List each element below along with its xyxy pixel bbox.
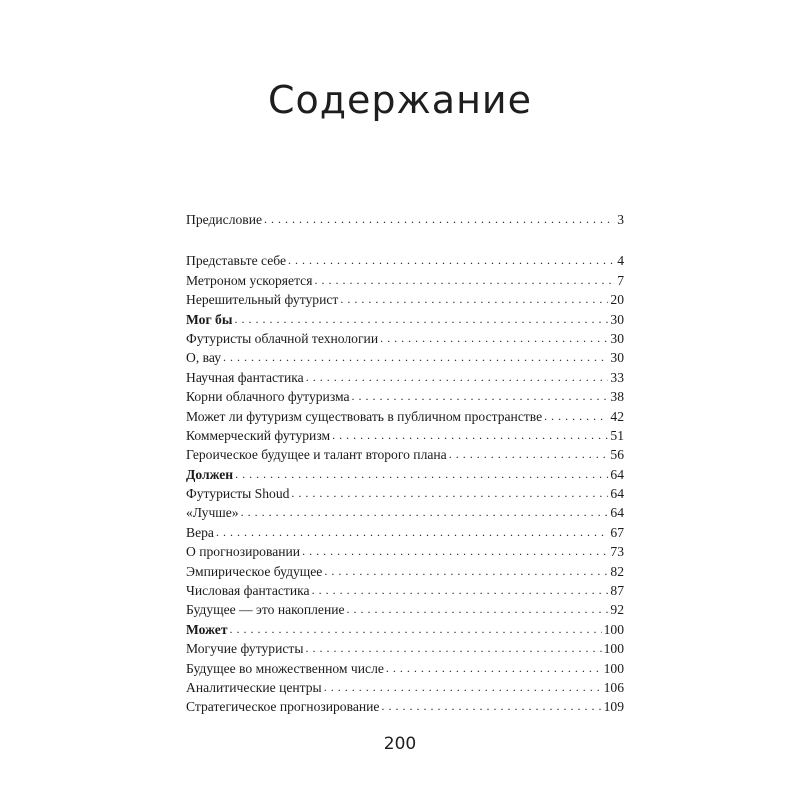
- toc-entry-title: Может: [186, 621, 228, 637]
- toc-entry: [186, 348, 624, 367]
- toc-entry-title: Футуристы Shoud: [186, 486, 290, 502]
- toc-entry: [186, 445, 624, 464]
- toc-leader-dots: [305, 638, 601, 658]
- toc-entry-page: 51: [610, 427, 624, 443]
- toc-entry: [186, 368, 624, 387]
- toc-entry-page: 7: [617, 272, 624, 288]
- toc-entry-title: Должен: [186, 466, 234, 482]
- toc-entry: [186, 251, 624, 270]
- toc-entry-title: Числовая фантастика: [186, 583, 310, 599]
- toc-entry-title: «Лучше»: [186, 505, 239, 521]
- toc-leader-dots: [314, 270, 615, 290]
- toc-leader-dots: [352, 386, 609, 406]
- toc-entry: [186, 697, 624, 716]
- toc-entry-page: 30: [610, 311, 624, 327]
- toc-entry-title: О, вау: [186, 350, 221, 366]
- toc-leader-dots: [332, 425, 608, 445]
- page-number: 200: [383, 734, 417, 754]
- toc-entry-title: Стратегическое прогнозирование: [186, 699, 380, 715]
- toc-entry-title: Представьте себе: [186, 253, 287, 269]
- toc-entry-page: 73: [610, 544, 624, 560]
- toc-leader-dots: [234, 309, 608, 329]
- toc-entry-title: Будущее во множественном числе: [186, 660, 384, 676]
- toc-entry: [186, 426, 624, 445]
- toc-entry-page: 3: [617, 212, 624, 227]
- toc-leader-dots: [306, 367, 609, 387]
- toc-entry: [186, 271, 624, 290]
- toc-entry: [186, 678, 624, 697]
- toc-leader-dots: [312, 580, 609, 600]
- toc-leader-dots: [449, 444, 609, 464]
- toc-entry: [186, 387, 624, 406]
- toc-entry: [186, 484, 624, 503]
- toc-entry-title: Могучие футуристы: [186, 641, 304, 657]
- toc-entry-title: Коммерческий футуризм: [186, 427, 331, 443]
- toc-entry-title: Метроном ускоряется: [186, 272, 313, 288]
- toc-entry-page: 38: [610, 389, 624, 405]
- toc-leader-dots: [288, 250, 615, 270]
- toc-entry-title: О прогнозировании: [186, 544, 301, 560]
- toc-entry-page: 30: [610, 330, 624, 346]
- toc-entry: [186, 639, 624, 658]
- toc-leader-dots: [241, 502, 609, 522]
- toc-entry-title: Может ли футуризм существовать в публичном пространстве: [186, 408, 543, 424]
- toc-entry-page: 100: [603, 621, 624, 637]
- toc-entry-title: Предисловие: [186, 212, 263, 227]
- toc-leader-dots: [347, 599, 609, 619]
- toc-entry-page: 92: [610, 602, 624, 618]
- toc-entry: [186, 407, 624, 426]
- toc-entry-title: Футуристы облачной технологии: [186, 330, 379, 346]
- toc-entry-page: 100: [603, 641, 624, 657]
- toc-entry-title: Героическое будущее и талант второго плана: [186, 447, 447, 463]
- toc-entry-page: 64: [610, 505, 624, 521]
- toc-entry-title: Будущее — это накопление: [186, 602, 345, 618]
- toc-leader-dots: [386, 658, 602, 678]
- toc-entry: [186, 562, 624, 581]
- toc-entry-page: 87: [610, 583, 624, 599]
- toc-entry: [186, 600, 624, 619]
- toc-entry-page: 109: [603, 699, 624, 715]
- toc-entry-title: Вера: [186, 524, 214, 540]
- toc-leader-dots: [235, 464, 608, 484]
- toc-leader-dots: [380, 328, 608, 348]
- toc-leader-dots: [544, 406, 608, 426]
- toc-leader-dots: [324, 677, 602, 697]
- toc-leader-dots: [302, 541, 608, 561]
- toc-entry-page: 33: [610, 369, 624, 385]
- toc-entry: [186, 523, 624, 542]
- toc-entry-title: Корни облачного футуризма: [186, 389, 350, 405]
- toc-leader-dots: [230, 619, 602, 639]
- toc-entry: [186, 581, 624, 600]
- toc-entry: [186, 620, 624, 639]
- table-of-contents: [186, 210, 624, 717]
- toc-entry-page: 64: [610, 466, 624, 482]
- toc-entry-title: Аналитические центры: [186, 679, 322, 695]
- toc-leader-dots: [291, 483, 608, 503]
- toc-entry: [186, 290, 624, 309]
- toc-entry-title: Научная фантастика: [186, 369, 304, 385]
- toc-entry-page: 67: [610, 524, 624, 540]
- toc-leader-dots: [264, 209, 615, 229]
- page-title: Содержание: [268, 78, 532, 122]
- toc-entry-title: Эмпирическое будущее: [186, 563, 323, 579]
- toc-entry: [186, 503, 624, 522]
- toc-leader-dots: [223, 347, 608, 367]
- toc-entry-page: 20: [610, 292, 624, 308]
- toc-leader-dots: [381, 696, 601, 716]
- toc-entry: [186, 465, 624, 484]
- toc-entry-page: 30: [610, 350, 624, 366]
- toc-entry-page: 4: [617, 253, 624, 269]
- toc-entry-page: 56: [610, 447, 624, 463]
- toc-entry-title: Мог бы: [186, 311, 233, 327]
- toc-entry: [186, 542, 624, 561]
- toc-leader-dots: [216, 522, 608, 542]
- toc-entry-title: Нерешительный футурист: [186, 292, 339, 308]
- toc-entry: [186, 310, 624, 329]
- toc-entry: [186, 210, 624, 229]
- toc-entry: [186, 329, 624, 348]
- toc-entry-page: 106: [603, 679, 624, 695]
- toc-entry-page: 42: [610, 408, 624, 424]
- toc-entry: [186, 659, 624, 678]
- toc-entry-page: 82: [610, 563, 624, 579]
- toc-entry-page: 100: [603, 660, 624, 676]
- toc-leader-dots: [324, 561, 608, 581]
- toc-leader-dots: [340, 289, 608, 309]
- toc-entry-page: 64: [610, 486, 624, 502]
